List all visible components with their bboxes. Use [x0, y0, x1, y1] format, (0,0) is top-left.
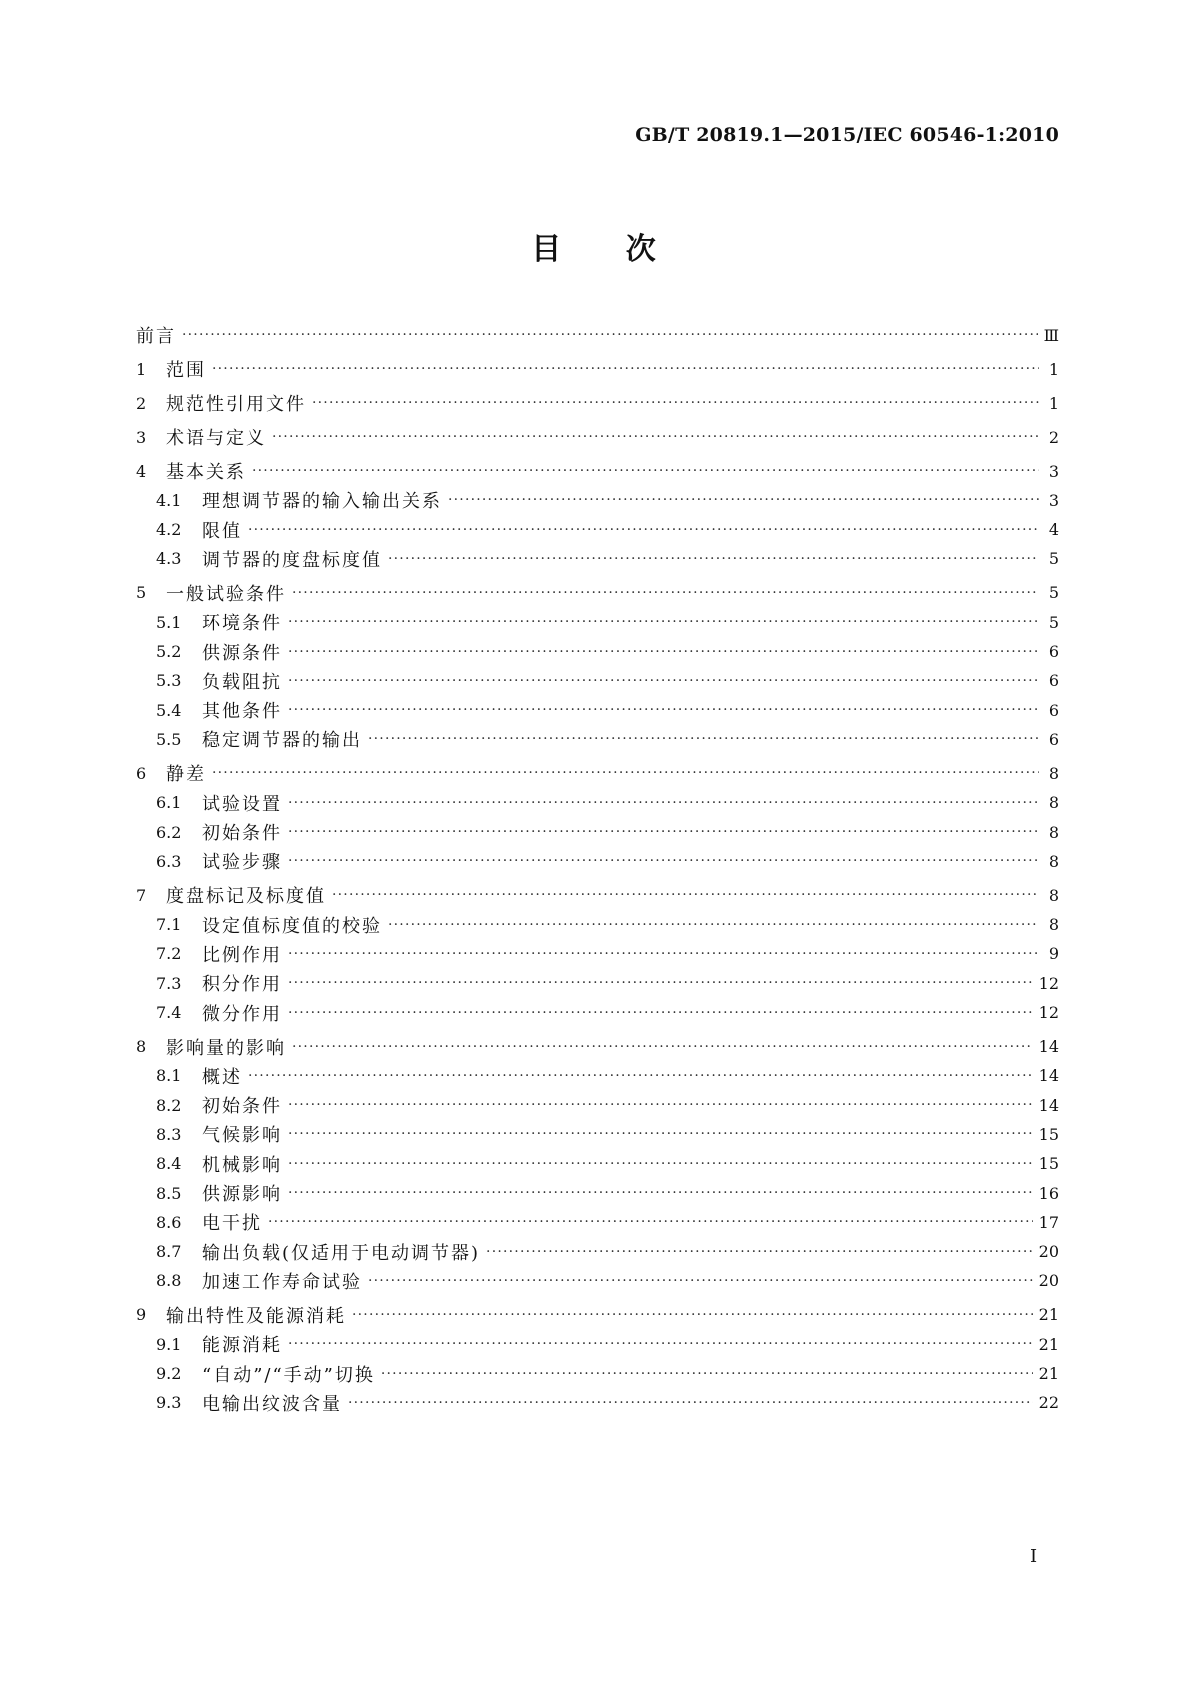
toc-entry[interactable]: [136, 356, 1059, 382]
toc-entry-title: 静差: [166, 764, 206, 786]
toc-entry[interactable]: [136, 912, 1059, 938]
toc-entry-number: 9.1: [156, 1334, 182, 1354]
dot-leader: [486, 1239, 1033, 1265]
toc-entry[interactable]: [136, 458, 1059, 484]
toc-entry[interactable]: [136, 1121, 1059, 1147]
dot-leader: [288, 819, 1039, 845]
toc-entry-number: 8: [136, 1037, 147, 1056]
dot-leader: [292, 580, 1039, 606]
toc-entry-title: 微分作用: [202, 1003, 282, 1025]
toc-entry-number: 5.1: [156, 612, 182, 632]
dot-leader: [252, 458, 1039, 484]
dot-leader: [248, 517, 1039, 543]
dot-leader: [288, 1121, 1033, 1147]
toc-entry-page: 9: [1048, 944, 1059, 964]
toc-entry-title: 电干扰: [202, 1213, 262, 1235]
toc-entry[interactable]: [136, 1063, 1059, 1089]
toc-entry-number: 5.4: [156, 700, 182, 720]
toc-entry-page: 2: [1048, 427, 1059, 447]
toc-entry-title: 试验设置: [202, 793, 282, 815]
toc-entry-title: 基本关系: [166, 462, 246, 483]
toc-entry-title: 加速工作寿命试验: [202, 1271, 362, 1293]
toc-entry-title: 一般试验条件: [166, 583, 286, 605]
page-title: 目 次: [531, 232, 660, 267]
toc-entry-page: 1: [1048, 393, 1059, 413]
toc-entry-title: 试验步骤: [202, 852, 282, 874]
toc-entry-title: 设定值标度值的校验: [202, 915, 382, 937]
dot-leader: [381, 1361, 1033, 1387]
toc-entry-page: 14: [1038, 1095, 1059, 1115]
toc-entry-page: 22: [1038, 1393, 1059, 1413]
dot-leader: [352, 1302, 1033, 1328]
dot-leader: [288, 790, 1039, 816]
toc-entry-page: 14: [1038, 1066, 1059, 1086]
toc-entry-number: 5: [136, 583, 147, 603]
toc-entry-number: 3: [136, 427, 147, 447]
toc-entry[interactable]: [136, 546, 1059, 572]
standard-code: GB/T 20819.1—2015/IEC 60546-1:2010: [635, 124, 1059, 146]
toc-entry-title: 概述: [202, 1066, 242, 1088]
toc-entry-page: 8: [1048, 915, 1059, 935]
dot-leader: [182, 322, 1038, 348]
toc-entry[interactable]: [136, 848, 1059, 874]
toc-entry-number: 5.2: [156, 642, 182, 661]
toc-entry[interactable]: [136, 1092, 1059, 1118]
dot-leader: [292, 1034, 1033, 1060]
toc-entry[interactable]: [136, 941, 1059, 967]
toc-entry-number: 8.7: [156, 1242, 182, 1262]
toc-entry-title: 负载阻抗: [202, 671, 282, 693]
toc-entry-number: 2: [136, 393, 147, 413]
toc-entry-number: 4.3: [156, 549, 182, 569]
toc-entry-title: 电输出纹波含量: [202, 1393, 342, 1415]
toc-entry-page: 21: [1038, 1334, 1059, 1354]
toc-entry-page: 5: [1048, 583, 1059, 603]
toc-entry[interactable]: [136, 639, 1059, 665]
toc-entry[interactable]: [136, 1000, 1059, 1026]
dot-leader: [288, 1092, 1033, 1118]
toc-entry[interactable]: [136, 819, 1059, 845]
dot-leader: [388, 912, 1039, 938]
toc-entry-number: 8.4: [156, 1154, 182, 1174]
toc-entry-title: 限值: [202, 520, 242, 542]
toc-entry-number: 7: [136, 885, 147, 905]
toc-entry[interactable]: [136, 487, 1059, 513]
toc-entry-number: 7.4: [156, 1003, 182, 1022]
toc-entry-page: 14: [1038, 1037, 1059, 1056]
dot-leader: [288, 848, 1039, 874]
toc-entry[interactable]: [136, 1302, 1059, 1328]
dot-leader: [288, 941, 1039, 967]
toc-entry-page: 16: [1038, 1183, 1059, 1203]
dot-leader: [288, 609, 1039, 635]
toc-entry-page: 8: [1048, 885, 1059, 905]
toc-entry-number: 7.3: [156, 973, 182, 993]
toc-entry[interactable]: [136, 322, 1059, 348]
dot-leader: [288, 1000, 1033, 1026]
toc-entry-number: 8.5: [156, 1183, 182, 1203]
dot-leader: [272, 424, 1039, 450]
toc-entry-number: 6.3: [156, 851, 182, 871]
dot-leader: [288, 697, 1039, 723]
toc-entry-page: 1: [1048, 359, 1059, 379]
toc-entry-title: 气候影响: [202, 1125, 282, 1147]
dot-leader: [288, 1151, 1033, 1177]
toc-entry-number: 7.2: [156, 944, 182, 964]
toc-entry-number: 1: [136, 359, 147, 379]
toc-entry[interactable]: [136, 424, 1059, 450]
toc-entry-number: 4.1: [156, 490, 182, 510]
toc-entry-title: 术语与定义: [166, 428, 266, 449]
toc-entry-title: 规范性引用文件: [166, 394, 306, 415]
toc-entry-page: 20: [1038, 1271, 1059, 1291]
toc-entry-number: 9.3: [156, 1393, 182, 1413]
toc-entry-number: 6: [136, 763, 147, 783]
toc-entry-title: 度盘标记及标度值: [166, 886, 326, 908]
toc-entry-number: 8.6: [156, 1212, 182, 1232]
dot-leader: [312, 390, 1039, 416]
toc-entry-page: 3: [1048, 490, 1059, 510]
dot-leader: [288, 668, 1039, 694]
dot-leader: [212, 760, 1039, 786]
toc-entry-number: 4: [136, 461, 147, 481]
toc-entry-page: 12: [1038, 973, 1059, 993]
toc-entry-page: 8: [1048, 763, 1059, 783]
toc-entry-number: 4.2: [156, 520, 182, 540]
toc-entry-title: 调节器的度盘标度值: [202, 549, 382, 571]
toc-entry-page: 5: [1048, 549, 1059, 569]
dot-leader: [332, 882, 1039, 908]
toc-entry[interactable]: [136, 760, 1059, 786]
toc-entry-number: 8.2: [156, 1095, 182, 1115]
toc-entry-page: 6: [1048, 671, 1059, 691]
toc-entry-number: 9.2: [156, 1364, 182, 1383]
toc-entry-number: 7.1: [156, 915, 182, 935]
toc-entry-title: 输出负载(仅适用于电动调节器): [202, 1242, 481, 1264]
toc-entry[interactable]: [136, 1180, 1059, 1206]
toc-entry-page: Ⅲ: [1043, 325, 1059, 345]
toc-entry-title: 其他条件: [202, 701, 282, 723]
toc-entry[interactable]: [136, 1034, 1059, 1060]
dot-leader: [288, 1331, 1033, 1357]
toc-entry-number: 5.3: [156, 671, 182, 691]
toc-entry-page: 6: [1048, 642, 1059, 661]
toc-entry-page: 8: [1048, 793, 1059, 813]
toc-entry-title: 积分作用: [202, 974, 282, 996]
toc-entry[interactable]: [136, 1331, 1059, 1357]
toc-entry-number: 6.2: [156, 822, 182, 842]
toc-entry-page: 12: [1038, 1003, 1059, 1022]
toc-entry[interactable]: [136, 1361, 1059, 1387]
toc-entry-title: 范围: [166, 360, 206, 381]
toc-entry-page: 5: [1048, 612, 1059, 632]
dot-leader: [368, 726, 1039, 752]
toc-entry-page: 20: [1038, 1242, 1059, 1262]
toc-entry[interactable]: [136, 1239, 1059, 1265]
toc-entry-page: 15: [1038, 1154, 1059, 1174]
toc-entry[interactable]: [136, 970, 1059, 996]
toc-entry-page: 4: [1048, 520, 1059, 540]
toc-entry-number: 9: [136, 1305, 147, 1325]
toc-entry[interactable]: [136, 580, 1059, 606]
dot-leader: [448, 487, 1039, 513]
dot-leader: [212, 356, 1039, 382]
toc-entry[interactable]: [136, 390, 1059, 416]
toc-entry-page: 6: [1048, 700, 1059, 720]
toc-entry-title: 机械影响: [202, 1154, 282, 1176]
toc-entry-number: 5.5: [156, 729, 182, 749]
toc-entry-title: 初始条件: [202, 823, 282, 844]
toc-entry-title: 供源条件: [202, 642, 282, 664]
dot-leader: [348, 1390, 1033, 1416]
dot-leader: [288, 970, 1033, 996]
toc-entry[interactable]: [136, 1151, 1059, 1177]
toc-entry-title: 比例作用: [202, 944, 282, 966]
toc-entry[interactable]: [136, 668, 1059, 694]
dot-leader: [368, 1268, 1033, 1294]
toc-entry[interactable]: [136, 882, 1059, 908]
toc-entry-number: 6.1: [156, 793, 182, 813]
toc-entry[interactable]: [136, 1209, 1059, 1235]
toc-entry-page: 21: [1038, 1364, 1059, 1383]
toc-entry-title: 影响量的影响: [166, 1037, 286, 1059]
toc-entry-title: 理想调节器的输入输出关系: [202, 491, 442, 513]
dot-leader: [288, 1180, 1033, 1206]
toc-entry-title: 环境条件: [202, 613, 282, 635]
toc-entry-page: 21: [1038, 1305, 1059, 1325]
toc-entry-title: 前言: [136, 326, 176, 347]
toc-entry-page: 3: [1048, 461, 1059, 481]
toc-entry-title: 初始条件: [202, 1096, 282, 1118]
dot-leader: [388, 546, 1039, 572]
toc-entry-number: 8.8: [156, 1271, 182, 1291]
toc-entry[interactable]: [136, 1268, 1059, 1294]
toc-entry-page: 8: [1048, 822, 1059, 842]
toc-entry-title: 供源影响: [202, 1184, 282, 1205]
toc-entry-title: 能源消耗: [202, 1335, 282, 1357]
toc-entry[interactable]: [136, 790, 1059, 816]
toc-entry-title: 稳定调节器的输出: [202, 730, 362, 752]
dot-leader: [248, 1063, 1033, 1089]
toc-entry-number: 8.3: [156, 1124, 182, 1144]
toc-entry-page: 8: [1048, 851, 1059, 871]
toc-entry-number: 8.1: [156, 1066, 182, 1086]
toc-entry-title: “自动”/“手动”切换: [202, 1364, 375, 1386]
toc-entry-page: 6: [1048, 729, 1059, 749]
toc-entry[interactable]: [136, 609, 1059, 635]
toc-entry[interactable]: [136, 1390, 1059, 1416]
toc-entry-page: 15: [1038, 1124, 1059, 1144]
footer-page-number: I: [1030, 1546, 1038, 1567]
dot-leader: [268, 1209, 1033, 1235]
toc-entry-title: 输出特性及能源消耗: [166, 1305, 346, 1327]
toc-entry[interactable]: [136, 517, 1059, 543]
toc-entry[interactable]: [136, 726, 1059, 752]
toc-entry[interactable]: [136, 697, 1059, 723]
dot-leader: [288, 639, 1039, 665]
toc-entry-page: 17: [1038, 1212, 1059, 1232]
